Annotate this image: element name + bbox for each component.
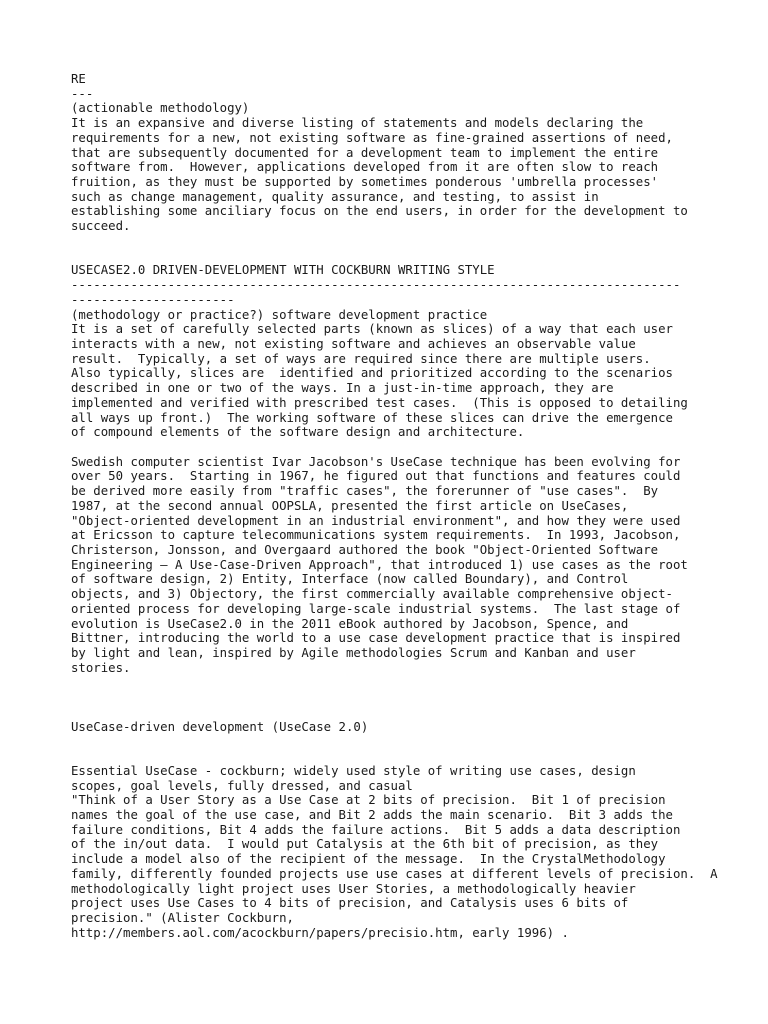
document-line [71, 234, 711, 249]
document-line: at Ericsson to capture telecommunications system requirements. In 1993, Jacobson, [71, 528, 681, 543]
document-line: precision." (Alister Cockburn, [71, 910, 294, 925]
document-line: of software design, 2) Entity, Interface (now called Boundary), and Control [71, 572, 629, 587]
document-line [71, 734, 711, 749]
document-line: over 50 years. Starting in 1967, he figured out that functions and features could [71, 469, 681, 484]
document-line: oriented process for developing large-scale industrial systems. The last stage of [71, 601, 681, 616]
document-line: evolution is UseCase2.0 in the 2011 eBook authored by Jacobson, Spence, and [71, 616, 629, 631]
document-line [71, 675, 711, 690]
document-line: ---------------------------------------------------------------------------------- [71, 278, 681, 293]
document-line: http://members.aol.com/acockburn/papers/precisio.htm, early 1996) . [71, 925, 569, 940]
document-page [71, 72, 718, 940]
document-line: (actionable methodology) [71, 101, 250, 116]
document-line: "Object-oriented development in an industrial environment", and how they were used [71, 513, 681, 528]
document-line: ---------------------- [71, 292, 235, 307]
document-line: objects, and 3) Objectory, the first commercially available comprehensive object- [71, 587, 673, 602]
document-line: requirements for a new, not existing software as fine-grained assertions of need, [71, 130, 673, 145]
document-line [71, 440, 711, 455]
document-line: Bittner, introducing the world to a use case development practice that is inspired [71, 631, 681, 646]
document-line: RE [71, 72, 86, 86]
document-line: Also typically, slices are identified and prioritized according to the scenarios [71, 366, 673, 381]
document-line: such as change management, quality assurance, and testing, to assist in [71, 189, 599, 204]
document-line: "Think of a User Story as a Use Case at 2 bits of precision. Bit 1 of precision [71, 793, 666, 808]
document-line: fruition, as they must be supported by sometimes ponderous 'umbrella processes' [71, 175, 659, 190]
document-line: all ways up front.) The working software of these slices can drive the emergence [71, 410, 673, 425]
document-line: implemented and verified with prescribed test cases. (This is opposed to detailing [71, 395, 688, 410]
document-line [71, 705, 711, 720]
document-line: scopes, goal levels, fully dressed, and casual [71, 778, 413, 793]
document-line [71, 690, 711, 705]
document-line: It is an expansive and diverse listing of statements and models declaring the [71, 116, 644, 131]
document-line: Christerson, Jonsson, and Overgaard authored the book "Object-Oriented Software [71, 543, 659, 557]
document-line: Essential UseCase - cockburn; widely used style of writing use cases, design [71, 763, 636, 778]
document-line: be derived more easily from "traffic cases", the forerunner of "use cases". By [71, 484, 659, 499]
document-line: Engineering — A Use-Case-Driven Approach", that introduced 1) use cases as the root [71, 557, 688, 572]
document-line: family, differently founded projects use use cases at different levels of precision. A [71, 866, 718, 881]
document-line: --- [71, 86, 94, 101]
document-line: failure conditions, Bit 4 adds the failure actions. Bit 5 adds a data description [71, 822, 681, 837]
document-line: It is a set of carefully selected parts (known as slices) of a way that each user [71, 322, 673, 337]
document-line: UseCase-driven development (UseCase 2.0) [71, 719, 369, 734]
document-line: establishing some anciliary focus on the end users, in order for the development to [71, 204, 688, 219]
document-line [71, 249, 711, 264]
document-line: Swedish computer scientist Ivar Jacobson's UseCase technique has been evolving for [71, 454, 681, 469]
document-line: of the in/out data. I would put Catalysis at the 6th bit of precision, as they [71, 837, 659, 852]
document-line: (methodology or practice?) software development practice [71, 307, 488, 322]
document-line: succeed. [71, 219, 131, 234]
document-line: include a model also of the recipient of the message. In the CrystalMethodology [71, 852, 666, 867]
document-line: software from. However, applications developed from it are often slow to reach [71, 160, 659, 175]
document-line: USECASE2.0 DRIVEN-DEVELOPMENT WITH COCKBURN WRITING STYLE [71, 263, 495, 278]
document-line: described in one or two of the ways. In a just-in-time approach, they are [71, 381, 614, 396]
document-line: project uses Use Cases to 4 bits of precision, and Catalysis uses 6 bits of [71, 896, 629, 911]
document-line: interacts with a new, not existing software and achieves an observable value [71, 336, 636, 351]
document-line: names the goal of the use case, and Bit 2 adds the main scenario. Bit 3 adds the [71, 807, 673, 822]
document-line: 1987, at the second annual OOPSLA, presented the first article on UseCases, [71, 498, 629, 513]
document-line: methodologically light project uses User Stories, a methodologically heavier [71, 881, 636, 896]
document-line: stories. [71, 660, 131, 675]
document-line [71, 749, 711, 764]
document-line: result. Typically, a set of ways are required since there are multiple users. [71, 351, 651, 366]
document-line: that are subsequently documented for a development team to implement the entire [71, 145, 659, 160]
document-line: of compound elements of the software design and architecture. [71, 425, 525, 440]
document-line: by light and lean, inspired by Agile methodologies Scrum and Kanban and user [71, 646, 636, 661]
